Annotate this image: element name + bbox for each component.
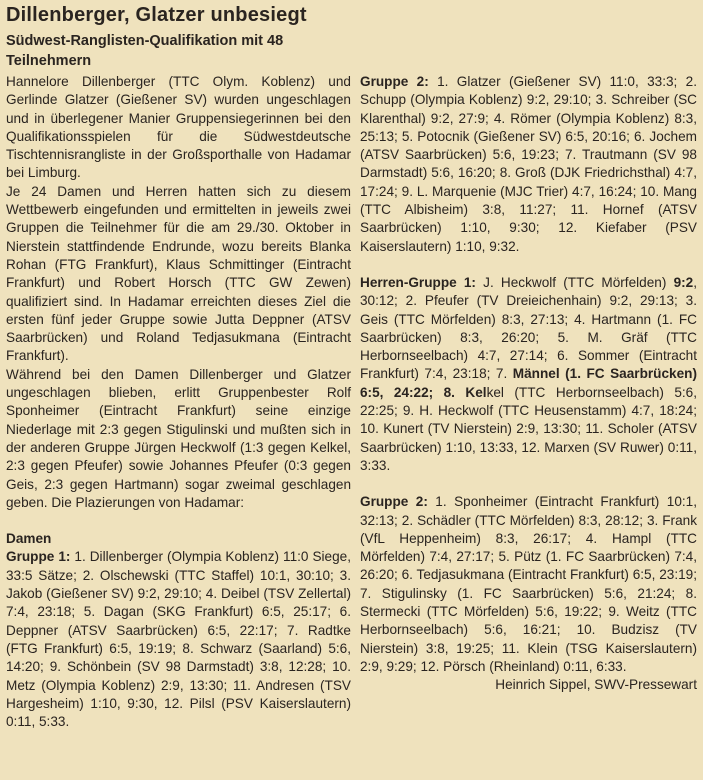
damen-group-2 — [360, 73, 697, 256]
damen-heading: Damen — [6, 531, 52, 547]
damen-group-1 — [6, 548, 351, 731]
herren-group-2 — [360, 493, 697, 676]
herren-group-1-label: Herren-Gruppe 1: — [360, 274, 476, 290]
intro-paragraph-1: Hannelore Dillenberger (TTC Olym. Koblenz) und Gerlinde Glatzer (Gießener SV) wurden ungeschlagen und in überlegener Manier Gruppensiegerinnen bei den Qualifikationsspielen für die Südwestdeutsche Tischtennisrangliste in der Großsporthalle von Hadamar bei Limburg. — [6, 74, 351, 181]
herren-group-1-bold-a: 9:2 — [673, 274, 694, 290]
right-column — [360, 73, 697, 695]
damen-group-1-label: Gruppe 1: — [6, 549, 71, 565]
damen-group-1-results: 1. Dillenberger (Olympia Koblenz) 11:0 Siege, 33:5 Sätze; 2. Olschewski (TTC Staffel) 10:1, 30:10; 3. Jakob (Gießener SV) 9:2, 29:10; 4. Deibel (TSV Zellertal) 7:4, 23:18; 5. Dagan (SKG Frankfurt) 6:5, 25:17; 6. Deppner (ATSV Saarbrücken) 6:5, 22:17; 7. Radtke (FTG Frankfurt) 6:5, 19:19; 8. Schwarz (Saarland) 5:6, 14:20; 9. Schönbein (SV 98 Darmstadt) 3:8, 12:28; 10. Metz (Olympia Koblenz) 2:9, 13:30; 11. Andresen (TSV Hargesheim) 1:10, 9:30, 12. Pilsl (PSV Kaiserslautern) 0:11, 5:33. — [6, 549, 351, 730]
herren-group-2-label: Gruppe 2: — [360, 494, 428, 510]
headline: Dillenberger, Glatzer unbesiegt — [6, 4, 307, 26]
left-column — [6, 73, 351, 731]
damen-group-2-results: 1. Glatzer (Gießener SV) 11:0, 33:3; 2. Schupp (Olympia Koblenz) 9:2, 29:10; 3. Schreiber (SC Klarenthal) 9:2, 27:9; 4. Römer (Olympia Koblenz) 8:3, 25:13; 5. Potocnik (Gießener SV) 6:5, 20:16; 6. Jochem (ATSV Saarbrücken) 5:6, 19:23; 7. Trautmann (SV 98 Darmstadt) 5:6, 16:20; 8. Groß (DJK Friedrichsthal) 4:7, 17:24; 9. L. Marquenie (MJC Trier) 4:7, 16:24; 10. Mang (TTC Albisheim) 3:8, 11:27; 11. Hornef (ATSV Saarbrücken) 1:10, 9:30; 12. Kiefaber (PSV Kaiserslautern) 1:10, 9:32. — [360, 74, 697, 254]
herren-group-1-results-a: J. Heckwolf (TTC Mörfelden) — [475, 274, 674, 290]
herren-group-1-bold-b: Männel (1. FC Saarbrücken) 6:5, 24:22; 8. Kel — [360, 366, 697, 400]
herren-group-1-results-c: kel (TTC Herbornseelbach) 5:6, 22:25; 9. H. Heckwolf (TTC Heusenstamm) 4:7, 18:24; 10. Kunert (TV Nierstein) 2:9, 13:30; 11. Scholer (ATSV Saarbrücken) 1:10, 13:33, 12. Marxen (SV Ruwer) 0:11, 3:33. — [360, 384, 697, 473]
intro-paragraph-2: Je 24 Damen und Herren hatten sich zu diesem Wettbewerb eingefunden und ermittelten in jeweils zwei Gruppen die Teilnehmer für die am 29./30. Oktober in Nierstein stattfindende Endrunde, wozu bereits Blanka Rohan (FTG Frankfurt), Klaus Schmittinger (Eintracht Frankfurt) und Robert Horsch (TTC GW Zewen) qualifiziert sind. In Hadamar erreichten dieses Ziel die ersten fünf jeder Gruppe sowie Jutta Deppner (ATSV Saarbrücken) und Roland Tedjasukmana (Eintracht Frankfurt). — [6, 183, 351, 364]
herren-group-2-results: 1. Sponheimer (Eintracht Frankfurt) 10:1, 32:13; 2. Schädler (TTC Mörfelden) 8:3, 28:12; 3. Frank (VfL Heppenheim) 8:3, 26:17; 4. Hampl (TTC Mörfelden) 7:4, 27:17; 5. Pütz (1. FC Saarbrücken) 7:4, 26:20; 6. Tedjasukmana (Eintracht Frankfurt) 6:5, 23:19; 7. Stigulinsky (1. FC Saarbrücken) 5:6, 21:24; 8. Stermecki (TTC Mörfelden) 5:6, 19:22; 9. Weitz (TTC Herbornseelbach) 5:6, 16:21; 10. Budzisz (TV Nierstein) 3:8, 19:25; 11. Klein (TSG Kaiserslautern) 2:9, 9:29; 12. Pörsch (Rheinland) 0:11, 6:33. — [360, 494, 697, 674]
damen-group-2-label: Gruppe 2: — [360, 74, 429, 89]
subheadline: Südwest-Ranglisten-Qualifikation mit 48 Teilnehmern — [6, 33, 284, 69]
signature: Heinrich Sippel, SWV-Pressewart — [495, 677, 697, 693]
herren-group-1-results-b: , 30:12; 2. Pfeufer (TV Dreieichenhain) 9:2, 29:13; 3. Geis (TTC Mörfelden) 8:3, 27:13; 4. Hartmann (1. FC Saarbrücken) 8:3, 26:20; 5. M. Gräf (TTC Herbornseelbach) 4:7, 27:14; 6. Sommer (Eintracht Frankfurt) 7:4, 23:18; 7. — [360, 274, 698, 382]
herren-group-1 — [360, 274, 697, 475]
intro-paragraph-3: Während bei den Damen Dillenberger und Glatzer ungeschlagen blieben, erlitt Gruppenbester Rolf Sponheimer (Eintracht Frankfurt) seine einzige Niederlage mit 2:3 gegen Stigulinski und mußten sich in der anderen Gruppe Jürgen Heckwolf (1:3 gegen Kelkel, 2:3 gegen Pfeufer) sowie Johannes Pfeufer (0:3 gegen Geis, 2:3 gegen Hartmann) sogar zweimal geschlagen geben. Die Plazierungen von Hadamar: — [6, 366, 351, 510]
